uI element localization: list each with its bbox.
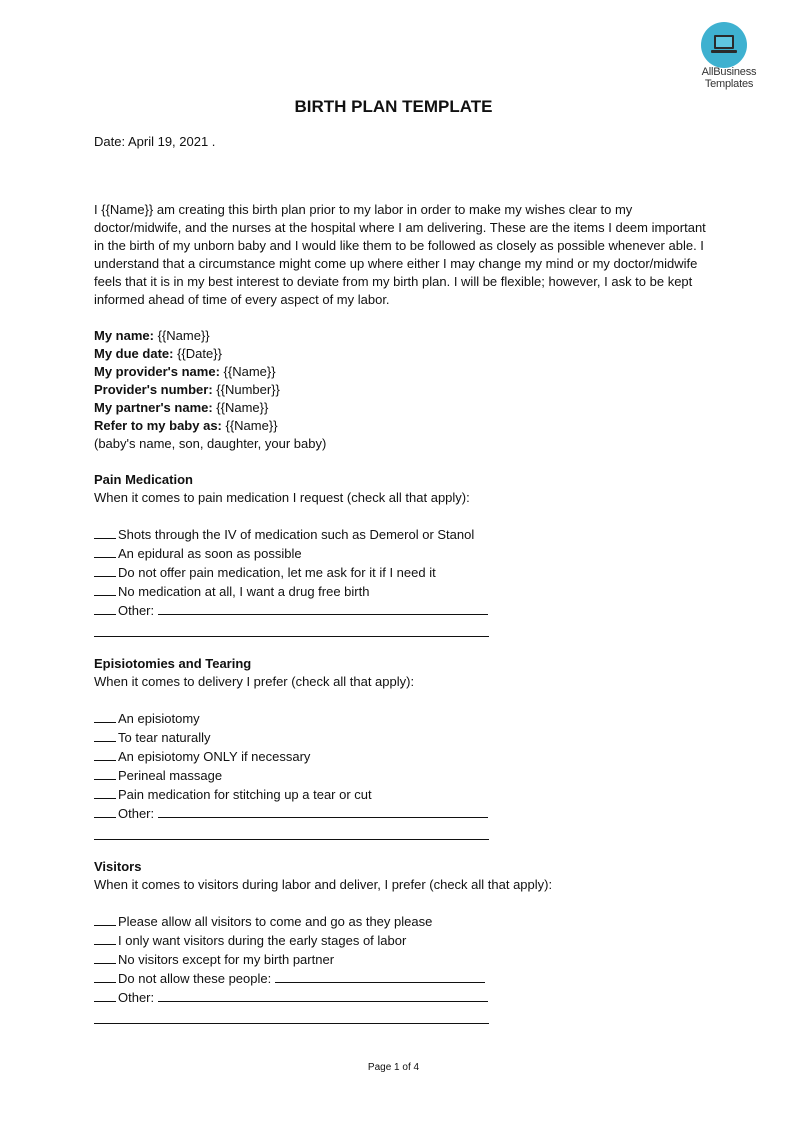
list-item: Do not offer pain medication, let me ask for it if I need it [94,563,709,582]
check-blank[interactable] [94,747,116,761]
check-blank[interactable] [94,582,116,596]
field-baby-name: Refer to my baby as: {{Name}} [94,418,278,433]
field-due-date: My due date: {{Date}} [94,346,222,361]
section-pain-medication [94,471,709,637]
check-blank[interactable] [94,544,116,558]
list-item: No medication at all, I want a drug free birth [94,582,709,601]
list-item: Perineal massage [94,766,709,785]
section-heading: Episiotomies and Tearing [94,656,252,671]
other-field[interactable] [158,804,488,818]
check-blank[interactable] [94,950,116,964]
check-blank[interactable] [94,766,116,780]
blank-line[interactable] [94,620,489,637]
other-line: Other: [94,988,709,1007]
personal-fields [94,327,709,453]
section-visitors [94,858,709,1024]
section-prompt: When it comes to delivery I prefer (check all that apply): [94,674,415,689]
page-title: BIRTH PLAN TEMPLATE [294,97,493,116]
logo-line2: Templates [704,78,754,90]
section-prompt: When it comes to visitors during labor and deliver, I prefer (check all that apply): [94,877,553,892]
field-provider-number: Provider's number: {{Number}} [94,382,280,397]
check-blank[interactable] [94,804,116,818]
check-blank[interactable] [94,969,116,983]
check-blank[interactable] [94,728,116,742]
other-field[interactable] [158,988,488,1002]
check-blank[interactable] [94,601,116,615]
other-line: Other: [94,601,709,620]
list-item: An episiotomy ONLY if necessary [94,747,709,766]
allbusiness-logo [690,20,768,95]
laptop-icon [701,22,747,68]
baby-note: (baby's name, son, daughter, your baby) [94,436,327,451]
list-item: Please allow all visitors to come and go as they please [94,912,709,931]
check-blank[interactable] [94,709,116,723]
disallowed-people-field[interactable] [275,969,485,983]
list-item: No visitors except for my birth partner [94,950,709,969]
section-heading: Pain Medication [94,472,193,487]
field-partner-name: My partner's name: {{Name}} [94,400,269,415]
section-episiotomies [94,655,709,840]
list-item: To tear naturally [94,728,709,747]
blank-line[interactable] [94,1007,489,1024]
logo-line1: AllBusiness [701,66,757,78]
field-my-name: My name: {{Name}} [94,328,210,343]
list-item: Shots through the IV of medication such as Demerol or Stanol [94,525,709,544]
section-prompt: When it comes to pain medication I request (check all that apply): [94,490,470,505]
blank-line[interactable] [94,823,489,840]
logo-text [690,66,768,90]
intro-paragraph: I {{Name}} am creating this birth plan prior to my labor in order to make my wishes clear to my doctor/midwife, and the nurses at the hospital where I am delivering. These are the items I deem important in the birth of my unborn baby and I would like them to be followed as closely as possible whenever able. I understand that a circumstance might come up where either I may change my mind or my doctor/midwife feels that it is in my best interest to deviate from my birth plan. I will be flexible; however, I ask to be kept informed ahead of time of every aspect of my labor. [94,202,706,307]
check-blank[interactable] [94,785,116,799]
list-item: Do not allow these people: [94,969,709,988]
list-item: An episiotomy [94,709,709,728]
page-number: Page 1 of 4 [367,1062,420,1073]
check-blank[interactable] [94,563,116,577]
list-item: I only want visitors during the early stages of labor [94,931,709,950]
section-heading: Visitors [94,859,142,874]
list-item: An epidural as soon as possible [94,544,709,563]
other-field[interactable] [158,601,488,615]
field-provider-name: My provider's name: {{Name}} [94,364,276,379]
date-line: Date: April 19, 2021 . [94,134,216,149]
check-blank[interactable] [94,931,116,945]
check-blank[interactable] [94,912,116,926]
check-blank[interactable] [94,525,116,539]
other-line: Other: [94,804,709,823]
check-blank[interactable] [94,988,116,1002]
document-body [94,201,709,1024]
list-item: Pain medication for stitching up a tear or cut [94,785,709,804]
